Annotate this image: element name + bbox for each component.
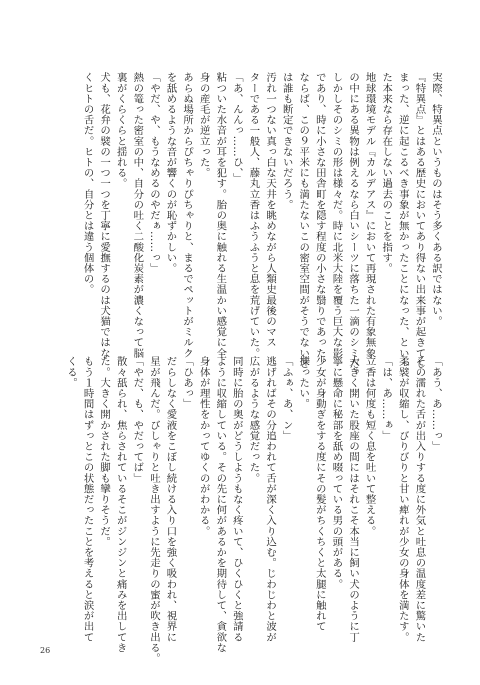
text-line: 広がるような感覚だった。 [247,356,260,484]
text-line: 熱の篭った密室の中、自分の吐く二酸化炭素が濃くなって脳 [131,72,144,359]
text-line: 少女が身動ぎをする度にその髪がちくちくと太腿に触れて [313,356,326,632]
text-line: 犬も、花弁の襞の一つ一つを丁寧に愛撫するのは犬猫ではな [98,72,111,359]
text-line: くヒトの舌だ。ヒトの、自分とは違う個体の。 [81,72,94,295]
text-line: 裏がくらくらと揺れる。 [114,72,127,189]
text-line: た本来なら存在しない過去のことを指す。 [380,72,393,274]
text-line: あらぬ場所からぴちゃりぴちゃりと、まるでペットがミルク [181,72,194,359]
text-line: 星が飛んだ。びしゃりと吐き出すように先走りの蜜が吹き出る。 [147,356,160,664]
text-line: 大きく開いた股座の間にはそれこそ本当に飼い犬のように丁 [347,356,360,643]
text-block-bottom [64,356,444,664]
text-line: は誰も断定できないだろう。 [280,72,293,210]
text-line: 「ひあっ」 [181,356,194,409]
text-line: だらしなく愛液をこぼし続ける入り口を強く吸われ、視界に [164,356,177,643]
text-line: を舐めるような音が響くのが恥ずかしい。 [164,72,177,274]
text-line: 散々舐られ、焦らされているそこがジンジンと痛みを出してき [114,356,127,653]
text-line: であり、時に小さな田舎町を隠す程度の小さな翳りであった。 [313,72,326,369]
text-line: もう１時間はずっとこの状態だったことを考えると涙が出て [81,356,94,643]
text-line: 実際、特異点というものはそう多くある訳ではない。 [430,72,442,327]
text-line: 「は、あ……ぁ」 [380,356,393,441]
text-line: ターである一般人、藤丸立香はふうふうと息を荒げていた。 [247,72,260,359]
text-line: くる。 [64,356,77,388]
page-number: 26 [40,646,51,655]
text-line: 汚れ一つない真っ白な天井を眺めながら人類史最後のマス [264,72,277,348]
text-line: の中にある異物は例えるなら白いシーツに落ちた一滴のシミだ。 [347,72,360,380]
text-line: ならば、この９平米にも満たないこの密室空間がそうでないと [297,72,310,369]
text-line: 「やだ、や、もうなめるのやだぁ……っ」 [147,72,160,274]
text-line: 身体が理性をかってゆくのがわかる。 [197,356,210,537]
text-line: 粘ついた水音が耳を犯す。胎の奥に触れる生温かい感覚に全 [214,72,227,359]
text-line: 柔襞が収縮し、びりびりと甘い痺れが少女の身体を満たす。 [396,356,409,643]
text-line: しかしそのシミの形は様々だ。時に北米大陸を覆う巨大な影 [330,72,343,359]
text-line: ように収縮している。その先に何があるかを期待して、貪欲な [214,356,227,653]
text-line: 地球環境モデル『カルデアス』において再現された有象無象 [363,72,376,359]
text-line: た。大きく開かされた脚も攣りそうだ。 [98,356,111,547]
text-line: 「ふぁ、あ、ン」 [280,356,293,441]
text-line: 立香は何度も短く息を吐いて整える。 [363,356,376,537]
text-line: 逃げればその分追われて舌が深く入り込む。じわじわと波が [264,356,277,643]
text-line: 同時に胎の奥がどうしようもなく疼いて、ひくひくと強請る [230,356,243,643]
text-line: 『特異点』とはある歴史においてあり得ない出来事が起きてし [413,72,426,369]
text-line: まった、逆に起こるべき事象が無かったことになった、といっ [396,72,409,369]
text-block-top [81,72,444,380]
text-line: 擽ったい。 [297,356,310,409]
text-line: 身の産毛が逆立った。 [197,72,210,178]
text-line: 「あ、んんっ……ひ、」 [230,72,243,184]
text-line: 「あう、あ……っ」 [430,356,442,452]
text-line: 寧に懸命に秘部を舐め啜っている男の頭がある。 [330,356,343,590]
text-line: 「やだ、も、やだってば」 [131,356,144,484]
text-line: その濡れた舌が出入りする度に外気と吐息の温度差に驚いた [413,356,426,643]
